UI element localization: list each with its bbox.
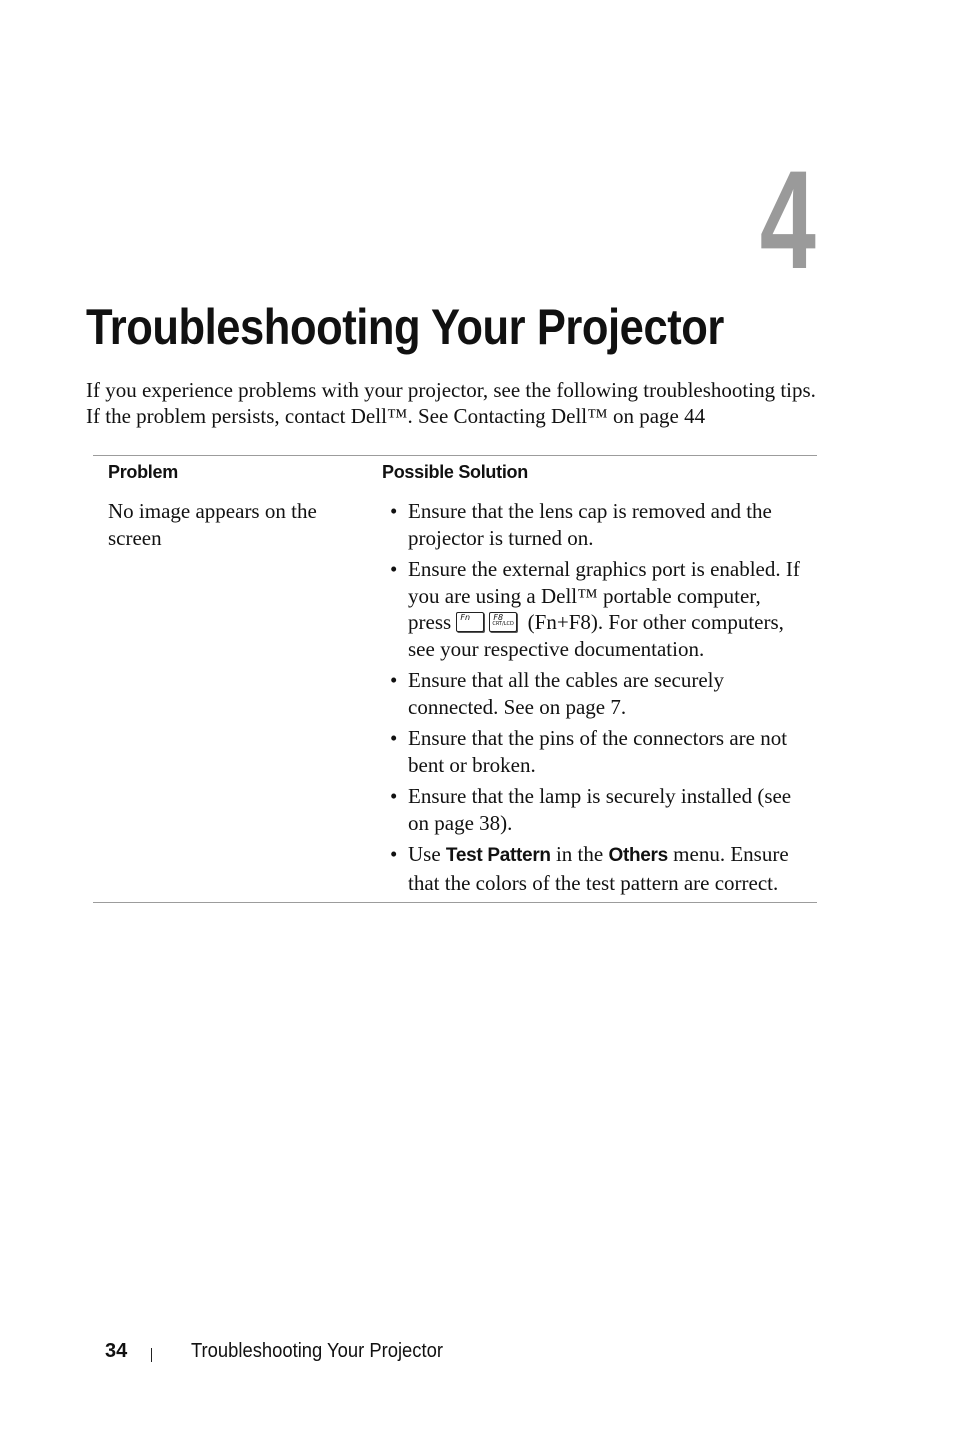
bullet: • [390, 668, 398, 692]
bullet: • [390, 557, 398, 581]
f8-key-icon [489, 612, 517, 632]
solution-item [382, 498, 803, 551]
solution-item [382, 725, 803, 778]
bullet: • [390, 499, 398, 523]
intro-paragraph: If you experience problems with your projector, see the following troubleshooting tips. If the problem persists, contact Dell™. See Contacting Dell™ on page 44 [86, 378, 816, 428]
page-number: 34 [105, 1340, 128, 1362]
problem-column-header: Problem [108, 462, 178, 482]
problem-text: No image appears on the screen [108, 499, 317, 550]
solution-item [382, 556, 803, 662]
solution-text: menu. Ensure that the colors of the test pattern are correct. [408, 842, 789, 895]
table-row [93, 498, 817, 896]
solution-column-header: Possible Solution [382, 462, 528, 482]
solution-text: Ensure that the pins of the connectors are not bent or broken. [408, 726, 788, 777]
solution-text: Use [408, 842, 441, 866]
others-menu-label: Others [608, 845, 668, 866]
f8-key-sublabel: CRT/LCD [492, 621, 514, 627]
footer-title: Troubleshooting Your Projector [191, 1340, 443, 1362]
solution-text: Ensure that all the cables are securely connected. See on page 7. [408, 668, 725, 719]
chapter-title: Troubleshooting Your Projector [86, 299, 724, 355]
solution-item [382, 841, 803, 896]
solution-text: in the [555, 842, 604, 866]
troubleshooting-table [93, 455, 817, 903]
f8-key-label: F8 [493, 613, 504, 622]
solution-text: Ensure that the lamp is securely installed (see on page 38). [408, 784, 792, 835]
fn-key-label: Fn [460, 613, 471, 622]
bullet: • [390, 784, 398, 808]
solution-text: (Fn+F8). For other computers, see your respective documentation. [408, 610, 784, 661]
bullet: • [390, 842, 398, 866]
solution-text: Ensure that the lens cap is removed and the projector is turned on. [408, 499, 772, 550]
solution-list [382, 498, 817, 896]
table-header-row [93, 456, 817, 484]
bullet: • [390, 726, 398, 750]
chapter-number: 4 [759, 141, 816, 298]
solution-item [382, 783, 803, 836]
solution-cell [382, 498, 817, 896]
solution-item [382, 667, 803, 720]
problem-cell [93, 498, 382, 896]
footer-divider [151, 1348, 152, 1362]
test-pattern-label: Test Pattern [445, 845, 551, 866]
fn-key-icon [456, 612, 484, 632]
solution-text: Ensure the external graphics port is enabled. If you are using a Dell™ portable computer, press [408, 557, 800, 634]
